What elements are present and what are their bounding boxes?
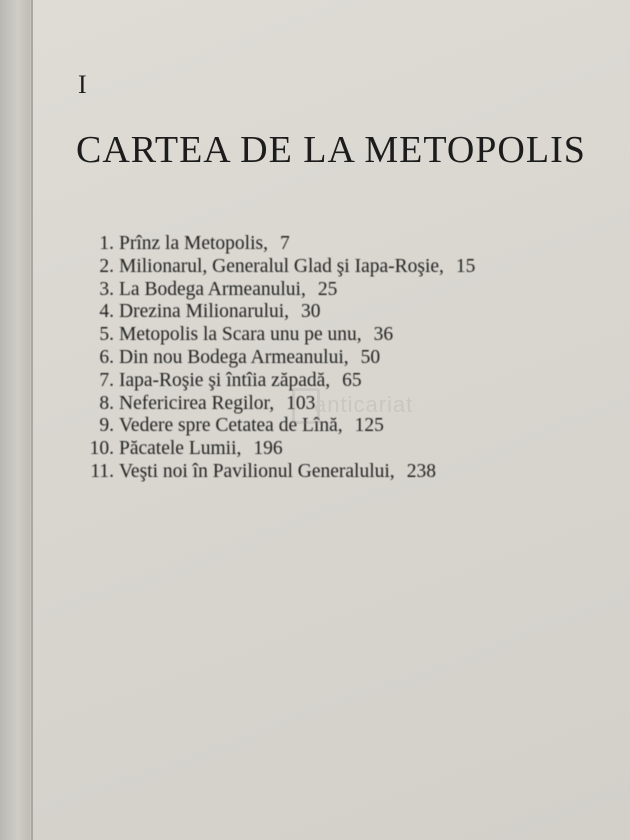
toc-entry-title: Din nou Bodega Armeanului,: [119, 346, 349, 368]
watermark: [292, 384, 414, 454]
toc-entry: [78, 415, 475, 438]
book-section-title: CARTEA DE LA METOPOLIS: [76, 129, 586, 171]
toc-entry: [78, 370, 475, 393]
toc-entry-title: Prînz la Metopolis,: [119, 233, 268, 254]
toc-entry-title: Iapa-Roşie şi întîia zăpadă,: [119, 369, 331, 391]
adjacent-page-edge: [0, 0, 30, 840]
toc-entry-title: Veşti noi în Pavilionul Generalului,: [119, 460, 395, 482]
toc-entry: [78, 279, 475, 302]
toc-entry-page: 196: [253, 438, 283, 460]
toc-entry-page: 36: [373, 324, 394, 346]
toc-entry: [78, 301, 475, 324]
toc-entry: [78, 347, 475, 370]
toc-entry-number: 5.: [99, 324, 114, 346]
toc-entry: [78, 256, 475, 279]
toc-entry-number: 7.: [99, 369, 114, 391]
toc-entry-number: 10.: [89, 438, 114, 460]
toc-entry-number: 11.: [90, 460, 114, 482]
toc-entry-page: 30: [301, 301, 321, 323]
toc-entry-page: 125: [354, 415, 384, 437]
toc-entry-title: La Bodega Armeanului,: [119, 278, 306, 300]
toc-entry-number: 3.: [99, 278, 114, 300]
toc-entry: [78, 438, 475, 461]
toc-entry: [78, 461, 475, 484]
toc-entry: [78, 324, 475, 347]
watermark-text: anticariat: [314, 392, 414, 417]
toc-entry-page: 65: [342, 369, 362, 391]
toc-entry-number: 4.: [99, 301, 114, 323]
toc-entry-page: 50: [360, 346, 381, 368]
toc-entry-title: Milionarul, Generalul Glad şi Iapa-Roşie,: [119, 255, 444, 277]
table-of-contents: [78, 233, 475, 484]
toc-entry-title: Drezina Milionarului,: [119, 301, 290, 323]
toc-entry-title: Vedere spre Cetatea de Lînă,: [119, 415, 343, 437]
toc-entry-number: 6.: [99, 346, 114, 368]
toc-entry-page: 238: [406, 460, 436, 482]
toc-entry-title: Nefericirea Regilor,: [119, 392, 275, 414]
toc-entry-title: Metopolis la Scara unu pe unu,: [119, 324, 362, 346]
toc-entry-page: 103: [286, 392, 316, 414]
toc-entry: [78, 233, 475, 256]
toc-entry-number: 1.: [99, 233, 114, 254]
part-number: I: [78, 70, 88, 99]
toc-entry-page: 25: [317, 278, 338, 300]
toc-entry-number: 2.: [99, 255, 114, 277]
toc-entry-page: 15: [455, 255, 476, 277]
toc-entry-number: 8.: [99, 392, 114, 414]
toc-entry-title: Păcatele Lumii,: [119, 438, 242, 460]
toc-entry-number: 9.: [99, 415, 114, 437]
toc-entry-page: 7: [279, 233, 290, 254]
toc-entry: [78, 393, 475, 416]
